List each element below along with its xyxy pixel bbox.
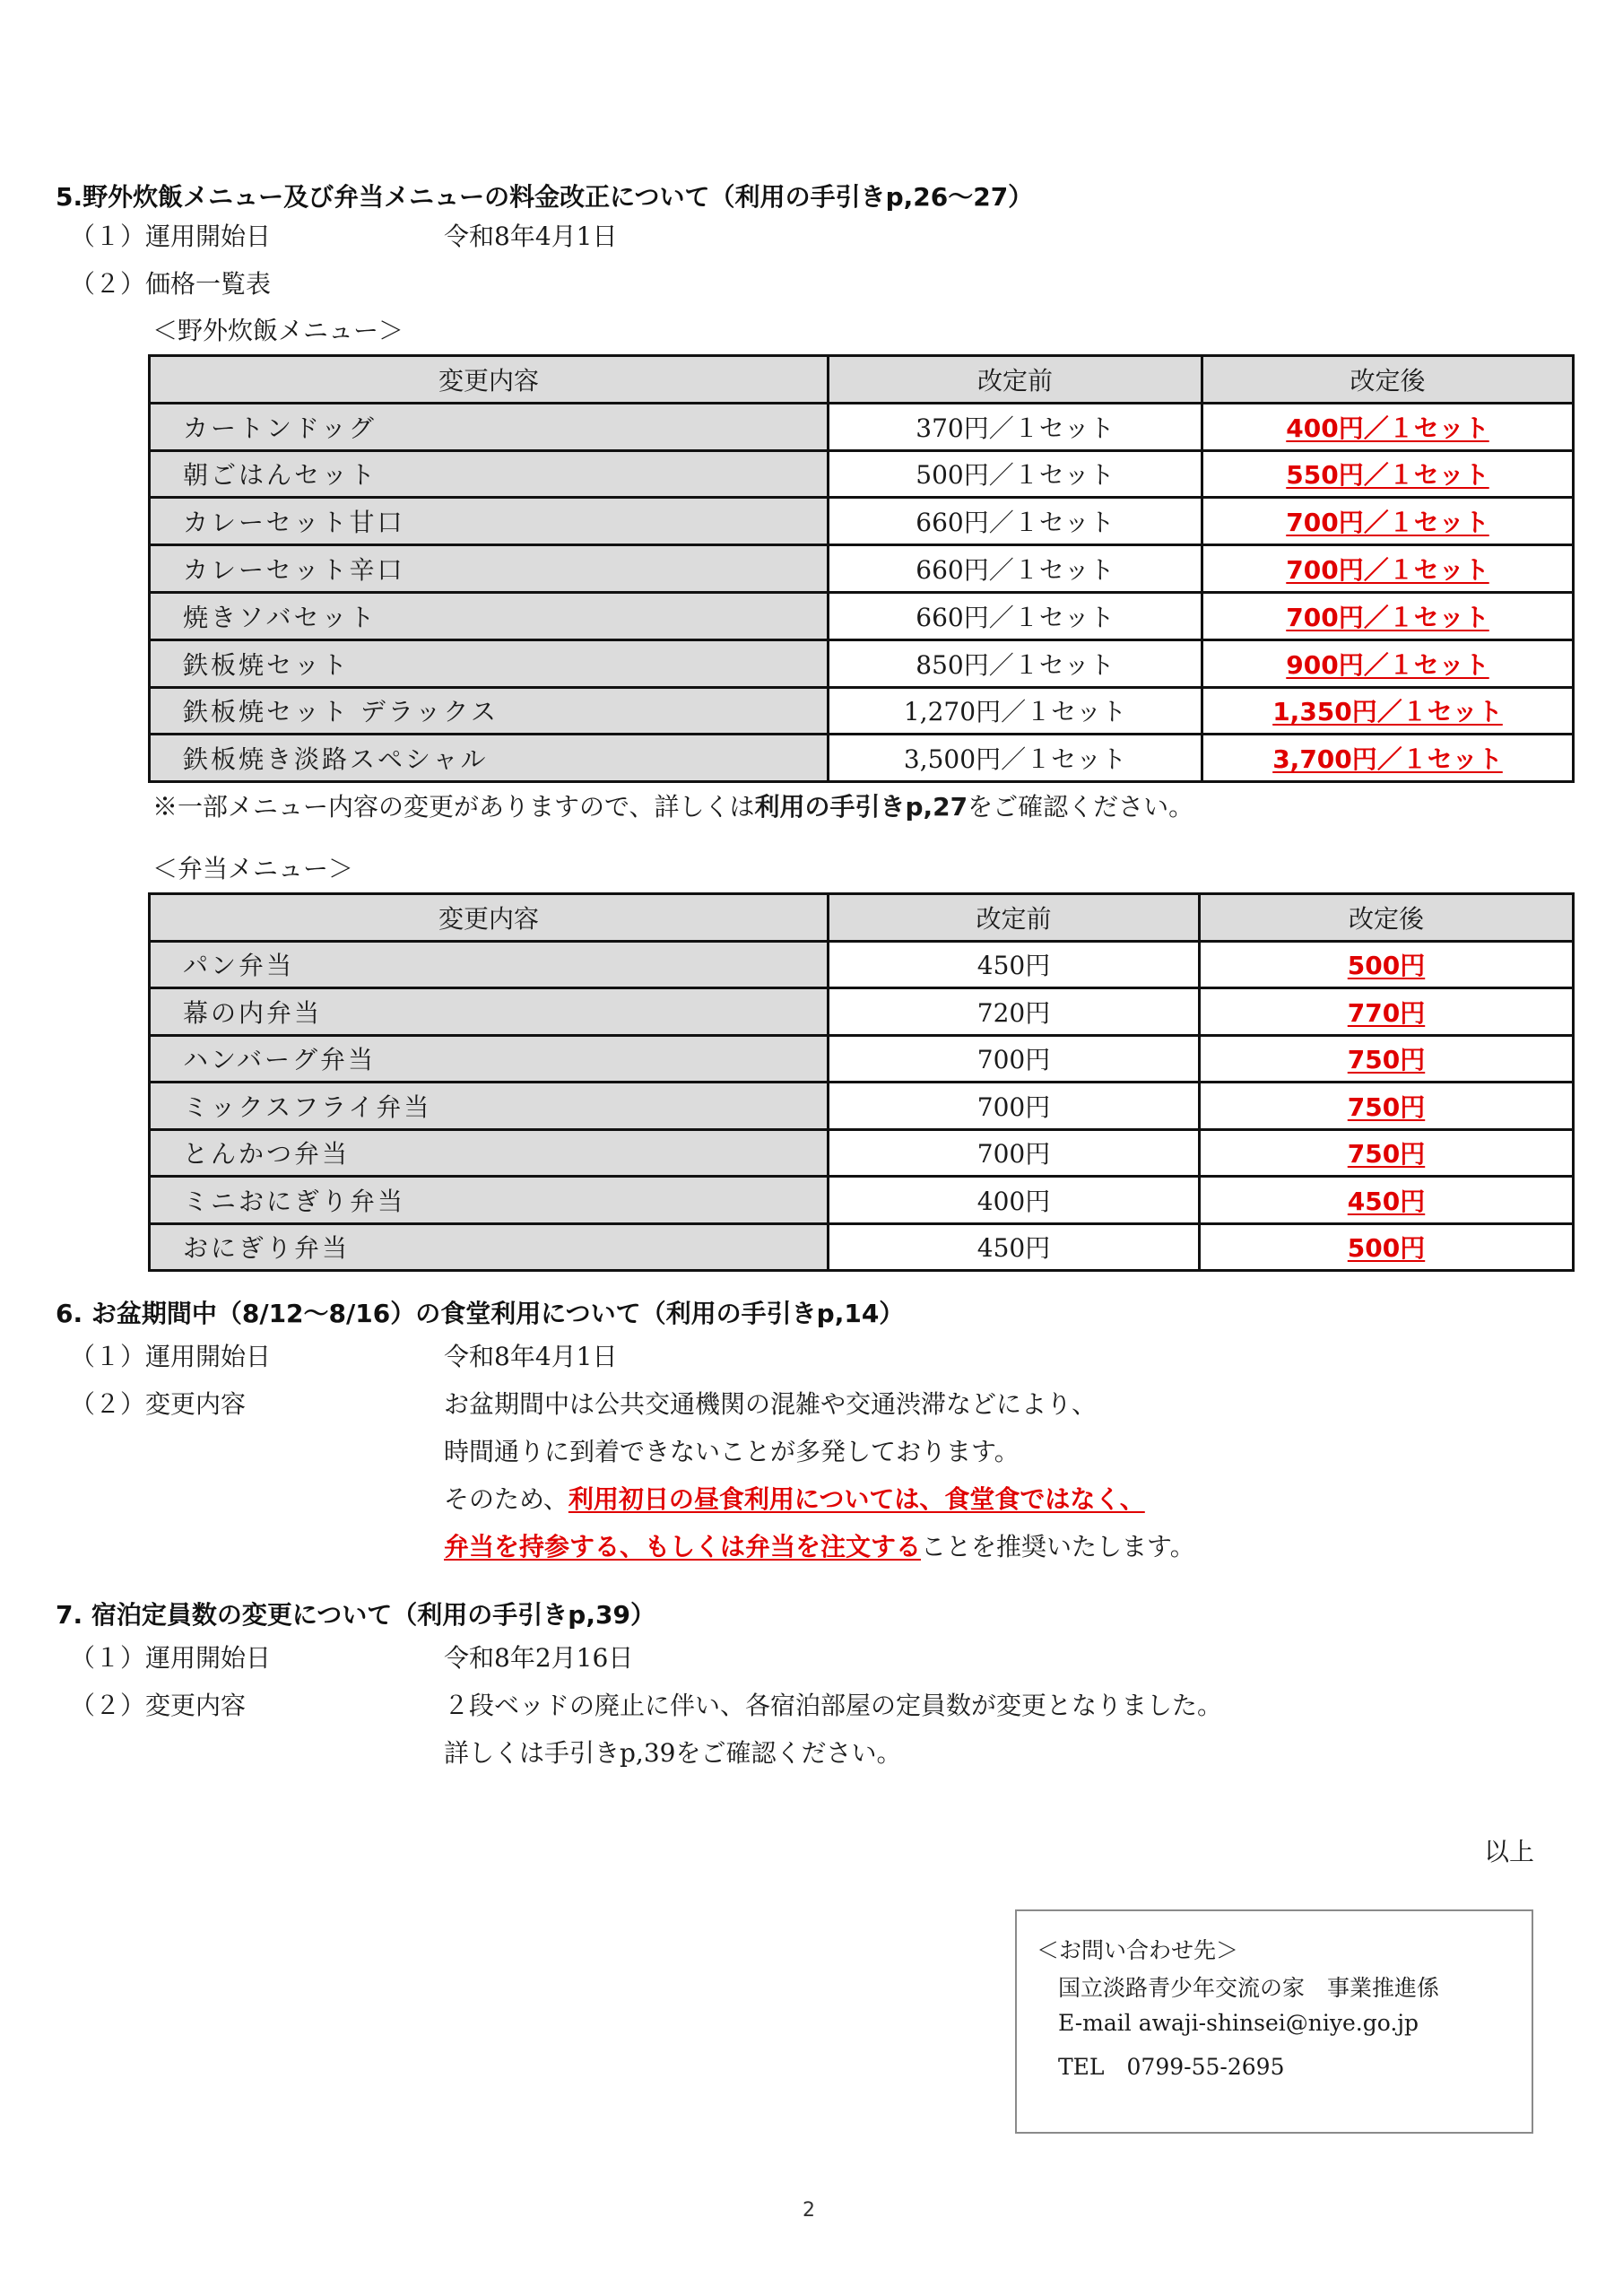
price-before-cell: 1,270円／１セット: [829, 687, 1202, 735]
price-after-cell: [1200, 988, 1574, 1036]
price-before-cell: 850円／１セット: [829, 639, 1202, 687]
price-after-cell: [1200, 1035, 1574, 1083]
section7-heading: 7. 宿泊定員数の変更について（利用の手引きp,39）: [56, 1600, 655, 1630]
price-before-cell: 700円: [829, 1083, 1200, 1130]
section5-heading: 5.野外炊飯メニュー及び弁当メニューの料金改正について（利用の手引きp,26～27）: [56, 182, 1034, 212]
price-before-cell: 660円／１セット: [829, 545, 1202, 593]
price-after-value: 450円: [1347, 1186, 1426, 1216]
section6-item2-label: （２）変更内容: [70, 1389, 247, 1419]
column-header-after: 改定後: [1202, 356, 1574, 404]
price-after-cell: [1200, 1177, 1574, 1224]
price-after-cell: [1200, 1129, 1574, 1177]
price-after-value: 3,700円／１セット: [1272, 744, 1503, 775]
column-header-before: 改定前: [829, 356, 1202, 404]
menu-note-suffix: をご確認ください。: [968, 792, 1194, 822]
price-after-value: 700円／１セット: [1286, 602, 1489, 632]
section6-heading: 6. お盆期間中（8/12～8/16）の食堂利用について（利用の手引きp,14）: [56, 1299, 905, 1328]
price-after-cell: [1202, 592, 1574, 639]
section6-line4: [444, 1532, 1195, 1562]
price-after-value: 500円: [1347, 1233, 1426, 1264]
table-row: [150, 941, 1574, 988]
item-name-cell: 焼きソバセット: [150, 592, 829, 639]
menu-table-caption: ＜野外炊飯メニュー＞: [152, 316, 404, 345]
section7-item1-value: 令和8年2月16日: [444, 1643, 634, 1673]
section5-item1-label: （１）運用開始日: [70, 222, 272, 251]
menu-note-prefix: ※一部メニュー内容の変更がありますので、詳しくは: [152, 792, 755, 822]
price-after-cell: [1202, 403, 1574, 450]
item-name-cell: ミックスフライ弁当: [150, 1083, 829, 1130]
table-row: [150, 735, 1574, 782]
outdoor-cooking-price-table: [148, 354, 1575, 783]
table-row: [150, 1035, 1574, 1083]
price-after-value: 700円／１セット: [1286, 508, 1489, 538]
item-name-cell: とんかつ弁当: [150, 1129, 829, 1177]
item-name-cell: カレーセット辛口: [150, 545, 829, 593]
contact-email[interactable]: E-mail awaji-shinsei@niye.go.jp: [1058, 2010, 1419, 2036]
section5-item1-value: 令和8年4月1日: [444, 222, 618, 251]
price-before-cell: 400円: [829, 1177, 1200, 1224]
closing-text: 以上: [1484, 1837, 1535, 1866]
price-before-cell: 450円: [829, 941, 1200, 988]
table-row: [150, 1177, 1574, 1224]
price-before-cell: 660円／１セット: [829, 592, 1202, 639]
item-name-cell: カートンドッグ: [150, 403, 829, 450]
section6-line3-prefix: そのため、: [444, 1484, 568, 1514]
price-after-value: 750円: [1347, 1045, 1426, 1075]
price-after-value: 500円: [1347, 951, 1426, 981]
contact-tel: TEL 0799-55-2695: [1058, 2054, 1285, 2080]
section6-item1-value: 令和8年4月1日: [444, 1342, 618, 1371]
menu-note-reference: 利用の手引きp,27: [754, 792, 968, 822]
bento-table-caption: ＜弁当メニュー＞: [152, 854, 354, 883]
table-row: [150, 1083, 1574, 1130]
price-after-value: 750円: [1347, 1139, 1426, 1170]
price-after-value: 900円／１セット: [1286, 649, 1489, 680]
bento-price-table: [148, 892, 1575, 1272]
item-name-cell: パン弁当: [150, 941, 829, 988]
item-name-cell: 鉄板焼セット: [150, 639, 829, 687]
menu-note: [152, 792, 1193, 822]
price-before-cell: 450円: [829, 1223, 1200, 1271]
price-before-cell: 3,500円／１セット: [829, 735, 1202, 782]
item-name-cell: 鉄板焼き淡路スペシャル: [150, 735, 829, 782]
table-row: [150, 1129, 1574, 1177]
item-name-cell: 朝ごはんセット: [150, 450, 829, 498]
table-row: [150, 592, 1574, 639]
table-row: [150, 988, 1574, 1036]
table-row: [150, 450, 1574, 498]
price-after-cell: [1202, 498, 1574, 545]
table-header-row: [150, 356, 1574, 404]
section5-item2-label: （２）価格一覧表: [70, 269, 272, 299]
section6-line2: 時間通りに到着できないことが多発しております。: [444, 1437, 1020, 1466]
item-name-cell: ハンバーグ弁当: [150, 1035, 829, 1083]
price-after-cell: [1200, 941, 1574, 988]
item-name-cell: 鉄板焼セット デラックス: [150, 687, 829, 735]
section6-line3: [444, 1484, 1145, 1515]
table-row: [150, 403, 1574, 450]
price-after-cell: [1202, 687, 1574, 735]
price-before-cell: 370円／１セット: [829, 403, 1202, 450]
price-after-value: 400円／１セット: [1286, 413, 1489, 443]
contact-organization: 国立淡路青少年交流の家 事業推進係: [1058, 1975, 1440, 2001]
price-after-value: 700円／１セット: [1286, 555, 1489, 586]
price-after-value: 550円／１セット: [1286, 460, 1489, 491]
table-row: [150, 687, 1574, 735]
column-header-item: 変更内容: [150, 356, 829, 404]
contact-title: ＜お問い合わせ先＞: [1037, 1937, 1239, 1963]
section6-item1-label: （１）運用開始日: [70, 1342, 272, 1371]
section6-line3-emphasis: 利用初日の昼食利用については、食堂食ではなく、: [568, 1484, 1145, 1514]
table-row: [150, 639, 1574, 687]
contact-box: [1015, 1909, 1533, 2134]
item-name-cell: カレーセット甘口: [150, 498, 829, 545]
table-row: [150, 498, 1574, 545]
item-name-cell: おにぎり弁当: [150, 1223, 829, 1271]
price-after-value: 770円: [1347, 997, 1426, 1028]
price-after-cell: [1202, 639, 1574, 687]
section6-line4-emphasis: 弁当を持参する、もしくは弁当を注文する: [444, 1532, 922, 1561]
section6-line1: お盆期間中は公共交通機関の混雑や交通渋滞などにより、: [444, 1389, 1098, 1419]
price-after-value: 750円: [1347, 1091, 1426, 1122]
column-header-item: 変更内容: [150, 894, 829, 942]
section7-item1-label: （１）運用開始日: [70, 1643, 272, 1673]
price-before-cell: 660円／１セット: [829, 498, 1202, 545]
page-number: 2: [803, 2199, 815, 2222]
section7-item2-label: （２）変更内容: [70, 1691, 247, 1720]
table-row: [150, 1223, 1574, 1271]
price-before-cell: 700円: [829, 1129, 1200, 1177]
price-after-cell: [1202, 545, 1574, 593]
table-header-row: [150, 894, 1574, 942]
column-header-before: 改定前: [829, 894, 1200, 942]
section6-line4-suffix: ことを推奨いたします。: [921, 1532, 1195, 1561]
price-before-cell: 500円／１セット: [829, 450, 1202, 498]
section7-line1: ２段ベッドの廃止に伴い、各宿泊部屋の定員数が変更となりました。: [444, 1691, 1223, 1720]
price-after-cell: [1202, 450, 1574, 498]
item-name-cell: ミニおにぎり弁当: [150, 1177, 829, 1224]
price-after-cell: [1202, 735, 1574, 782]
column-header-after: 改定後: [1200, 894, 1574, 942]
price-before-cell: 700円: [829, 1035, 1200, 1083]
table-row: [150, 545, 1574, 593]
price-before-cell: 720円: [829, 988, 1200, 1036]
price-after-cell: [1200, 1223, 1574, 1271]
section7-line2: 詳しくは手引きp,39をご確認ください。: [444, 1738, 902, 1768]
price-after-cell: [1200, 1083, 1574, 1130]
price-after-value: 1,350円／１セット: [1272, 697, 1503, 727]
item-name-cell: 幕の内弁当: [150, 988, 829, 1036]
